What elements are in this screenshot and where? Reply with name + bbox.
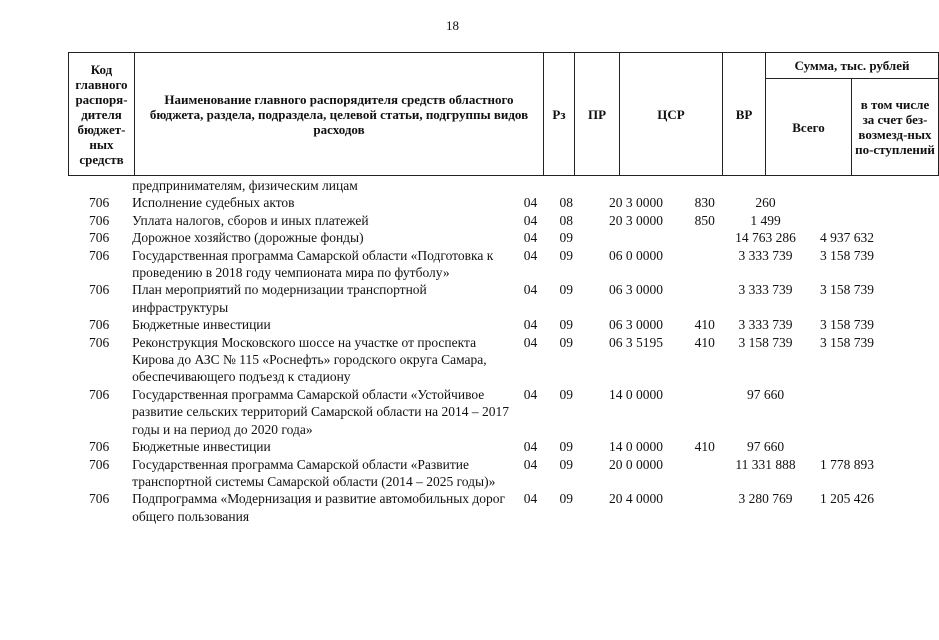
- cell-code: 706: [88, 247, 110, 263]
- cell-pr: 08: [559, 195, 574, 211]
- cell-csr: 06 3 0000: [609, 282, 664, 298]
- cell-csr: 06 3 0000: [609, 317, 664, 333]
- table-row: [68, 438, 888, 455]
- cell-code: 706: [88, 317, 110, 333]
- cell-free: 1 205 426: [820, 491, 875, 507]
- cell-total: 3 333 739: [738, 247, 793, 263]
- cell-pr: 09: [559, 456, 574, 472]
- cell-csr: 14 0 0000: [609, 386, 664, 402]
- cell-total: 14 763 286: [735, 230, 796, 246]
- cell-csr: 06 0 0000: [609, 247, 664, 263]
- header-code: Код главного распоря-дителя бюджет-ных средств: [69, 53, 135, 176]
- cell-rz: 04: [523, 247, 538, 263]
- cell-free: 1 778 893: [820, 456, 875, 472]
- table-row: [68, 247, 888, 282]
- cell-name: Государственная программа Самарской области «Устойчивое развитие сельских территорий Самарской области на 2014 – 2017 годы и на период до 2020 года»: [132, 386, 509, 437]
- table-row: [68, 334, 888, 386]
- cell-name: Подпрограмма «Модернизация и развитие автомобильных дорог общего пользования: [132, 491, 506, 524]
- cell-csr: 20 3 0000: [609, 195, 664, 211]
- cell-rz: 04: [523, 195, 538, 211]
- cell-rz: 04: [523, 439, 538, 455]
- table-row: [68, 386, 888, 438]
- cell-name: Исполнение судебных актов: [132, 195, 295, 211]
- cell-code: 706: [88, 282, 110, 298]
- cell-pr: 08: [559, 212, 574, 228]
- table-row: [68, 316, 888, 333]
- cell-name: План мероприятий по модернизации транспортной инфраструктуры: [132, 282, 427, 315]
- table-row: [68, 177, 888, 194]
- cell-pr: 09: [559, 491, 574, 507]
- cell-free: 3 158 739: [820, 247, 875, 263]
- cell-code: 706: [88, 439, 110, 455]
- cell-name: Уплата налогов, сборов и иных платежей: [132, 212, 369, 228]
- cell-vr: 830: [694, 195, 715, 211]
- cell-csr: 20 3 0000: [609, 212, 664, 228]
- cell-total: 1 499: [750, 212, 781, 228]
- cell-pr: 09: [559, 230, 574, 246]
- cell-csr: 20 4 0000: [609, 491, 664, 507]
- cell-name: Реконструкция Московского шоссе на участке от проспекта Кирова до АЗС № 115 «Роснефть» городского округа Самара, обеспечивающего подъезд к стадиону: [132, 334, 487, 385]
- cell-code: 706: [88, 230, 110, 246]
- cell-code: 706: [88, 195, 110, 211]
- cell-vr: 410: [694, 439, 715, 455]
- header-pr: ПР: [575, 53, 620, 176]
- cell-free: 3 158 739: [820, 282, 875, 298]
- cell-total: 97 660: [746, 386, 785, 402]
- cell-rz: 04: [523, 334, 538, 350]
- table-row: [68, 194, 888, 211]
- cell-rz: 04: [523, 212, 538, 228]
- cell-rz: 04: [523, 456, 538, 472]
- page-number: 18: [446, 18, 459, 33]
- cell-pr: 09: [559, 334, 574, 350]
- cell-rz: 04: [523, 386, 538, 402]
- table-row: [68, 212, 888, 229]
- header-csr: ЦСР: [620, 53, 723, 176]
- cell-free: 3 158 739: [820, 317, 875, 333]
- cell-pr: 09: [559, 439, 574, 455]
- cell-name: Государственная программа Самарской области «Подготовка к проведению в 2018 году чемпионата мира по футболу»: [132, 247, 494, 281]
- cell-name: Бюджетные инвестиции: [132, 439, 271, 455]
- table-body: [68, 177, 888, 525]
- cell-vr: 850: [694, 212, 715, 228]
- cell-rz: 04: [523, 491, 538, 507]
- table-row: [68, 456, 888, 491]
- cell-rz: 04: [523, 230, 538, 246]
- cell-name: Дорожное хозяйство (дорожные фонды): [132, 230, 364, 246]
- cell-free: 3 158 739: [820, 334, 875, 350]
- cell-code: 706: [88, 491, 110, 507]
- header-name: Наименование главного распорядителя средств областного бюджета, раздела, подраздела, целевой статьи, подгруппы видов расходов: [135, 53, 544, 176]
- cell-csr: 20 0 0000: [609, 456, 664, 472]
- cell-total: 3 333 739: [738, 282, 793, 298]
- cell-name: Бюджетные инвестиции: [132, 317, 271, 333]
- cell-code: 706: [88, 386, 110, 402]
- header-total: Всего: [766, 79, 852, 176]
- cell-name: Государственная программа Самарской области «Развитие транспортной системы Самарской области (2014 – 2025 годы)»: [132, 456, 496, 489]
- cell-vr: 410: [694, 334, 715, 350]
- cell-free: 4 937 632: [820, 230, 875, 246]
- table-row: [68, 490, 888, 525]
- cell-pr: 09: [559, 247, 574, 263]
- cell-rz: 04: [523, 282, 538, 298]
- header-free: в том числе за счет без-возмезд-ных по-ступлений: [852, 79, 939, 176]
- cell-total: 3 333 739: [738, 317, 793, 333]
- cell-total: 3 280 769: [738, 491, 793, 507]
- cell-csr: 14 0 0000: [609, 439, 664, 455]
- cell-pr: 09: [559, 317, 574, 333]
- cell-total: 97 660: [746, 439, 785, 455]
- cell-csr: 06 3 5195: [609, 334, 664, 350]
- table-header: [68, 52, 939, 176]
- cell-pr: 09: [559, 282, 574, 298]
- cell-code: 706: [88, 212, 110, 228]
- cell-code: 706: [88, 334, 110, 350]
- header-rz: Рз: [544, 53, 575, 176]
- cell-total: 3 158 739: [738, 334, 793, 350]
- cell-code: 706: [88, 456, 110, 472]
- cell-pr: 09: [559, 386, 574, 402]
- header-sum: Сумма, тыс. рублей: [766, 53, 939, 79]
- table-row: [68, 229, 888, 246]
- header-vr: ВР: [723, 53, 766, 176]
- cell-total: 260: [755, 195, 776, 211]
- cell-total: 11 331 888: [735, 456, 796, 472]
- cell-vr: 410: [694, 317, 715, 333]
- table-row: [68, 281, 888, 316]
- cell-rz: 04: [523, 317, 538, 333]
- cell-name: предпринимателям, физическим лицам: [132, 178, 358, 193]
